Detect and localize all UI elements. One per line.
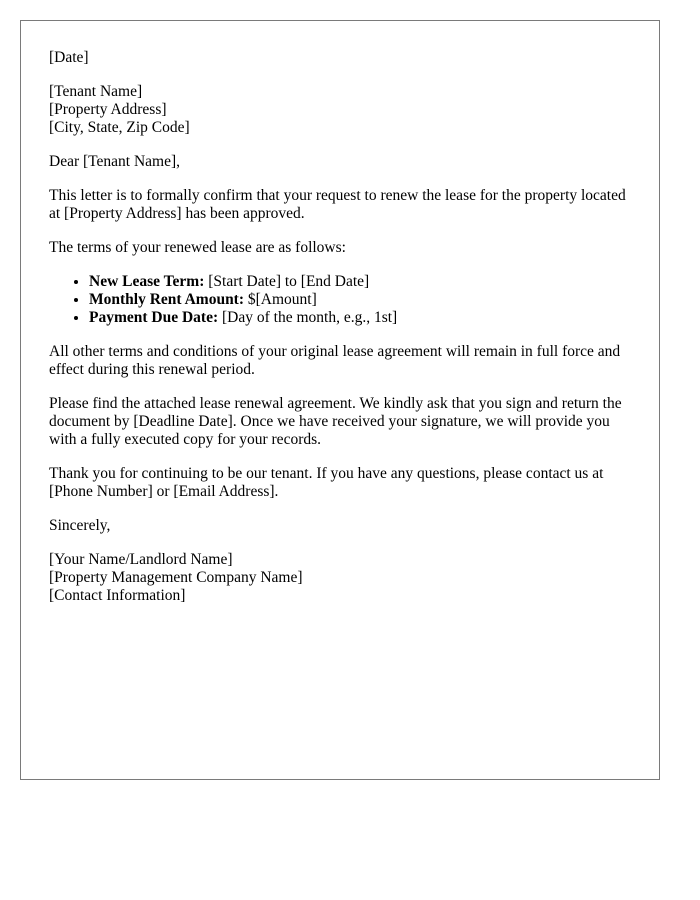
letter-body <box>49 49 633 621</box>
term-value: [Start Date] to [End Date] <box>204 273 370 290</box>
letter-page <box>20 20 660 780</box>
signature-company: [Property Management Company Name] <box>49 569 303 586</box>
signature-contact: [Contact Information] <box>49 587 186 604</box>
signature-name: [Your Name/Landlord Name] <box>49 551 233 568</box>
intro-paragraph: This letter is to formally confirm that your request to renew the lease for the property located at [Property Address] has been approved. <box>49 187 626 222</box>
term-label: Payment Due Date: <box>89 309 219 326</box>
terms-list <box>49 273 633 327</box>
closing: Sincerely, <box>49 517 111 534</box>
signature-block <box>49 551 633 605</box>
term-label: New Lease Term: <box>89 273 205 290</box>
term-label: Monthly Rent Amount: <box>89 291 245 308</box>
recipient-address: [Property Address] <box>49 101 167 118</box>
term-value: $[Amount] <box>244 291 317 308</box>
thanks-paragraph: Thank you for continuing to be our tenant. If you have any questions, please contact us at [Phone Number] or [Email Address]. <box>49 465 604 500</box>
recipient-city-state-zip: [City, State, Zip Code] <box>49 119 190 136</box>
recipient-address-block <box>49 83 633 137</box>
attachment-paragraph: Please find the attached lease renewal agreement. We kindly ask that you sign and return the document by [Deadline Date]. Once we have received your signature, we will provide you with a fully executed copy for your records. <box>49 395 622 448</box>
salutation: Dear [Tenant Name], <box>49 153 181 170</box>
term-item-lease-term <box>89 273 633 291</box>
recipient-name: [Tenant Name] <box>49 83 143 100</box>
term-item-payment-due <box>89 309 633 327</box>
other-terms-paragraph: All other terms and conditions of your original lease agreement will remain in full force and effect during this renewal period. <box>49 343 621 378</box>
letter-date: [Date] <box>49 49 89 66</box>
term-value: [Day of the month, e.g., 1st] <box>218 309 398 326</box>
terms-intro: The terms of your renewed lease are as follows: <box>49 239 346 256</box>
term-item-monthly-rent <box>89 291 633 309</box>
